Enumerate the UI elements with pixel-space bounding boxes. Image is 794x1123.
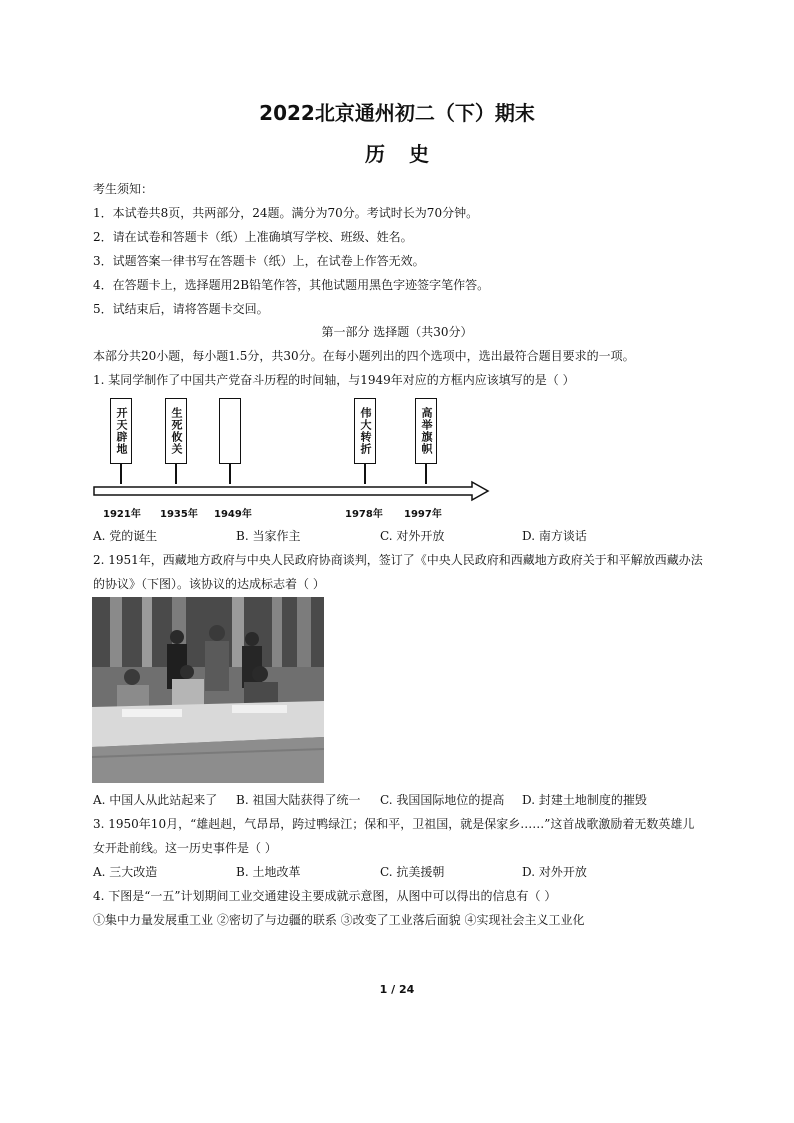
q3-option-a: A. 三大改造: [93, 865, 158, 879]
timeline-arrow: [92, 480, 492, 502]
q4-stem: 4. 下图是“一五”计划期间工业交通建设主要成就示意图，从图中可以得出的信息有（ ）: [93, 889, 557, 903]
signing-ceremony-photo: [92, 597, 324, 783]
part1-instruction: 本部分共20小题，每小题1.5分，共30分。在每小题列出的四个选项中，选出最符合题目要求的一项。: [93, 349, 635, 363]
q1-option-d: D. 南方谈话: [522, 529, 587, 543]
timeline-year: 1997年: [404, 509, 442, 520]
subject-title: 历史: [365, 142, 453, 166]
timeline-box-1997: 高举旗帜: [415, 398, 437, 464]
timeline-box-1949-blank: [219, 398, 241, 464]
q2-stem-line-2: 的协议》（下图）。该协议的达成标志着（ ）: [93, 577, 325, 591]
notice-item-4: 4．在答题卡上，选择题用2B铅笔作答，其他试题用黑色字迹签字笔作答。: [93, 278, 490, 292]
timeline-box-1921: 开天辟地: [110, 398, 132, 464]
q2-option-b: B. 祖国大陆获得了统一: [236, 793, 361, 807]
q2-option-a: A. 中国人从此站起来了: [93, 793, 218, 807]
q1-option-b: B. 当家作主: [236, 529, 301, 543]
q1-stem: 1. 某同学制作了中国共产党奋斗历程的时间轴，与1949年对应的方框内应该填写的是（ ）: [93, 373, 575, 387]
page-title: 2022北京通州初二（下）期末: [259, 101, 535, 125]
page-number: 1 / 24: [379, 983, 415, 996]
q3-stem-line-1: 3. 1950年10月，“雄赳赳，气昂昂，跨过鸭绿江；保和平，卫祖国，就是保家乡……”这首战歌激励着无数英雄儿: [93, 817, 695, 831]
q3-stem-line-2: 女开赴前线。这一历史事件是（ ）: [93, 841, 277, 855]
timeline-box-1935: 生死攸关: [165, 398, 187, 464]
q3-option-b: B. 土地改革: [236, 865, 301, 879]
notice-heading: 考生须知：: [93, 182, 154, 196]
q2-option-c: C. 我国国际地位的提高: [380, 793, 505, 807]
q1-option-a: A. 党的诞生: [93, 529, 158, 543]
q2-stem-line-1: 2. 1951年，西藏地方政府与中央人民政府协商谈判，签订了《中央人民政府和西藏地方政府关于和平解放西藏办法: [93, 553, 703, 567]
timeline-year: 1921年: [103, 509, 141, 520]
q1-option-c: C. 对外开放: [380, 529, 445, 543]
timeline-year: 1978年: [345, 509, 383, 520]
notice-item-3: 3．试题答案一律书写在答题卡（纸）上，在试卷上作答无效。: [93, 254, 425, 268]
q2-option-d: D. 封建土地制度的摧毁: [522, 793, 647, 807]
part1-heading: 第一部分 选择题（共30分）: [321, 325, 473, 339]
q3-option-d: D. 对外开放: [522, 865, 587, 879]
timeline-year: 1935年: [160, 509, 198, 520]
q3-option-c: C. 抗美援朝: [380, 865, 445, 879]
timeline-box-1978: 伟大转折: [354, 398, 376, 464]
notice-item-1: 1．本试卷共8页，共两部分，24题。满分为70分。考试时长为70分钟。: [93, 206, 479, 220]
notice-item-5: 5．试结束后，请将答题卡交回。: [93, 302, 269, 316]
q4-choices: ①集中力量发展重工业 ②密切了与边疆的联系 ③改变了工业落后面貌 ④实现社会主义工业化: [93, 913, 585, 927]
notice-item-2: 2．请在试卷和答题卡（纸）上准确填写学校、班级、姓名。: [93, 230, 413, 244]
timeline-year: 1949年: [214, 509, 252, 520]
